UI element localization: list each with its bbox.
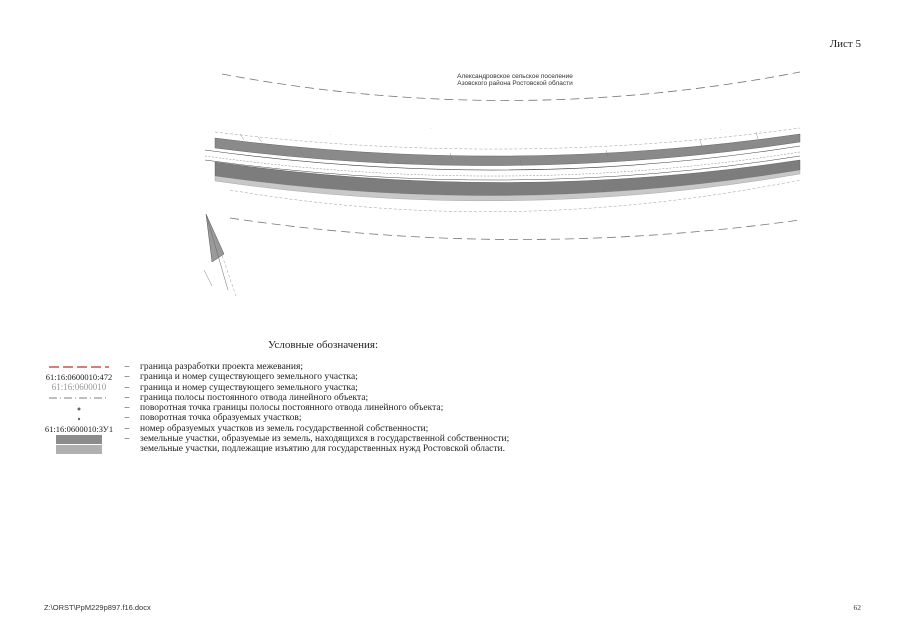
legend-description: земельные участки, подлежащие изъятию для государственных нужд Ростовской области. <box>140 444 506 455</box>
legend-dash: – <box>124 423 130 434</box>
map-title-line2: Азовского района Ростовской области <box>457 80 573 87</box>
legend-description: номер образуемых участков из земель государственной собственности; <box>140 423 429 434</box>
project-boundary-bottom <box>230 218 800 240</box>
legend-dash: – <box>124 392 130 403</box>
legend-dash: – <box>124 382 130 393</box>
legend-row <box>40 434 860 444</box>
legend-description: поворотная точка образуемых участков; <box>140 413 302 424</box>
legend-row <box>40 424 860 434</box>
map-title <box>420 73 610 87</box>
legend-symbol-dash-dot-line <box>40 393 118 403</box>
plot-triangle <box>206 214 224 262</box>
legend-description: граница и номер существующего земельного участка; <box>140 382 358 393</box>
svg-text:·: · <box>720 128 722 132</box>
legend-description: граница полосы постоянного отвода линейного объекта; <box>140 392 369 403</box>
legend-symbol-code <box>40 383 118 393</box>
map-title-line1: Александровское сельское поселение <box>457 73 573 80</box>
legend-row <box>40 383 860 393</box>
legend-symbol-code-text: 61:16:0600010 <box>51 382 107 393</box>
legend-symbol-dashed-line <box>40 362 118 372</box>
legend-symbol-code <box>40 372 118 382</box>
legend-symbol-light-fill <box>40 444 118 454</box>
legend-row <box>40 403 860 413</box>
svg-text:·: · <box>76 403 78 409</box>
legend-symbol-code-text: 61:16:0600010:472 <box>45 372 113 383</box>
plot-strip-upper <box>215 134 800 166</box>
road-branch-3 <box>204 270 212 286</box>
legend-row <box>40 372 860 382</box>
svg-text:·: · <box>330 133 332 137</box>
svg-text:·: · <box>430 127 432 131</box>
legend-dash: – <box>124 434 130 445</box>
legend-title: Условные обозначения: <box>268 339 379 351</box>
svg-text:·: · <box>232 131 234 135</box>
legend-symbol-code-text: 61:16:0600010:ЗУ1 <box>44 423 114 434</box>
legend-symbol-code <box>40 424 118 434</box>
legend-description: земельные участки, образуемые из земель, находящихся в государственной собственности; <box>140 434 510 445</box>
legend-row <box>40 393 860 403</box>
legend-description: граница и номер существующего земельного участка; <box>140 372 358 383</box>
legend-row <box>40 444 860 454</box>
legend <box>40 362 860 455</box>
sheet-label: Лист 5 <box>829 38 861 50</box>
svg-text:·: · <box>760 130 762 134</box>
legend-description: граница разработки проекта межевания; <box>140 362 303 372</box>
legend-dash: – <box>124 362 130 372</box>
file-path: Z:\ORST\PpM229p897.f16.docx <box>44 603 151 612</box>
legend-description: поворотная точка границы полосы постоянного отвода линейного объекта; <box>140 403 444 414</box>
legend-dash: – <box>124 372 130 383</box>
legend-symbol-point <box>40 403 118 413</box>
road-branch <box>206 214 228 290</box>
legend-symbol-small-point <box>40 413 118 423</box>
road-branch-2 <box>214 232 236 296</box>
legend-dash: – <box>124 403 130 414</box>
legend-row <box>40 362 860 372</box>
legend-symbol-dark-fill <box>40 434 118 444</box>
page-number: 62 <box>853 603 861 612</box>
legend-row <box>40 413 860 423</box>
legend-dash: – <box>124 413 130 424</box>
